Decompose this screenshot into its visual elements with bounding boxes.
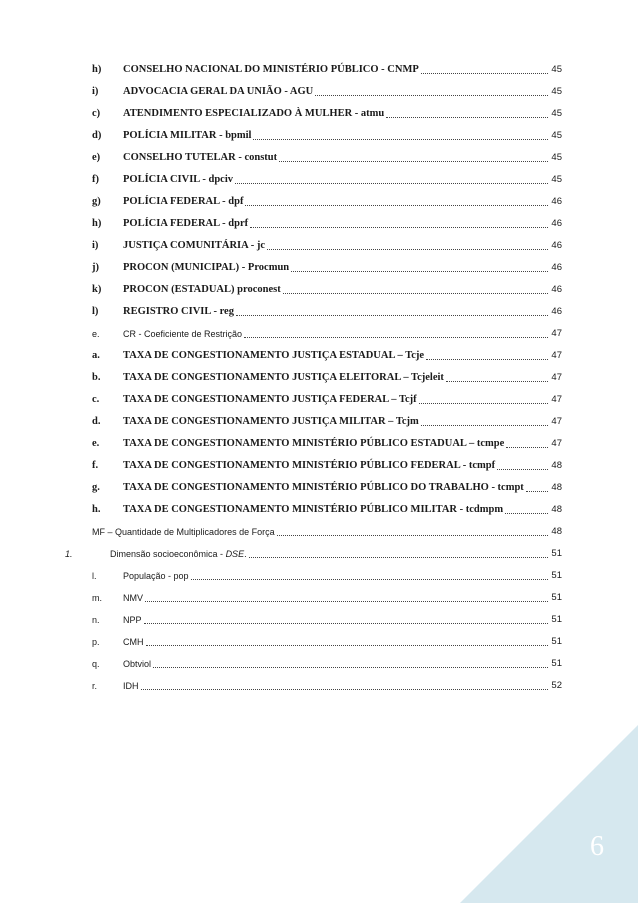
toc-entry-label: n. [92,615,100,625]
toc-entry-label: g. [92,482,100,493]
toc-entry-page: 48 [551,482,562,493]
toc-entry[interactable] [0,129,638,143]
dot-leader [419,403,549,404]
toc-entry-page: 51 [551,570,562,581]
toc-entry[interactable] [0,393,638,407]
toc-entry-label: p. [92,637,100,647]
toc-entry[interactable] [0,569,638,583]
toc-entry[interactable] [0,525,638,539]
toc-entry-title: TAXA DE CONGESTIONAMENTO JUSTIÇA FEDERAL – Tcjf [123,394,417,405]
dot-leader [145,601,548,602]
toc-entry-page: 47 [551,350,562,361]
dot-leader [446,381,549,382]
toc-entry[interactable] [0,459,638,473]
toc-entry-page: 46 [551,218,562,229]
dot-leader [497,469,548,470]
dot-leader [253,139,548,140]
toc-entry[interactable] [0,151,638,165]
toc-entry[interactable] [0,327,638,341]
toc-entry-page: 45 [551,152,562,163]
toc-entry-page: 46 [551,240,562,251]
toc-entry-label: c. [92,394,100,405]
toc-entry-title: IDH [123,681,139,691]
toc-entry-title: Obtviol [123,659,152,669]
toc-entry[interactable] [0,371,638,385]
toc-entry-page: 47 [551,416,562,427]
dot-leader [249,557,549,558]
toc-entry-label: l) [92,306,99,317]
toc-entry[interactable] [0,107,638,121]
dot-leader [141,689,549,690]
dot-leader [235,183,548,184]
toc-entry-page: 47 [551,438,562,449]
toc-entry-label: f. [92,460,99,471]
toc-entry-title: NMV [123,593,143,603]
toc-entry[interactable] [0,415,638,429]
toc-entry-page: 48 [551,504,562,515]
toc-entry-page: 45 [551,64,562,75]
toc-entry[interactable] [0,547,638,561]
dot-leader [421,425,549,426]
toc-entry-title: CONSELHO NACIONAL DO MINISTÉRIO PÚBLICO - CNMP [123,64,419,75]
toc-entry-title: POLÍCIA MILITAR - bpmil [123,130,252,141]
toc-entry-label: m. [92,593,102,603]
toc-entry-label: h) [92,64,102,75]
toc-entry-label: q. [92,659,100,669]
toc-entry-label: e. [92,438,100,449]
dot-leader [426,359,548,360]
toc-entry-label: e. [92,329,100,339]
toc-entry-label: b. [92,372,101,383]
toc-entry[interactable] [0,481,638,495]
page-number: 6 [590,831,604,862]
toc-entry-label: a. [92,350,100,361]
toc-entry-title: REGISTRO CIVIL - reg [123,306,234,317]
dot-leader [153,667,548,668]
toc-entry[interactable] [0,217,638,231]
toc-entry-title: PROCON (MUNICIPAL) - Procmun [123,262,290,273]
toc-entry-page: 51 [551,614,562,625]
dot-leader [279,161,548,162]
toc-entry-title: TAXA DE CONGESTIONAMENTO JUSTIÇA ESTADUAL – Tcje [123,350,425,361]
toc-entry-page: 51 [551,548,562,559]
toc-entry[interactable] [0,239,638,253]
toc-entry-title: PROCON (ESTADUAL) proconest [123,284,281,295]
toc-entry[interactable] [0,63,638,77]
toc-entry-page: 51 [551,592,562,603]
toc-entry-label: d) [92,130,102,141]
toc-entry-title: TAXA DE CONGESTIONAMENTO MINISTÉRIO PÚBLICO FEDERAL - tcmpf [123,460,496,471]
dot-leader [250,227,548,228]
toc-entry-label: c) [92,108,101,119]
toc-entry[interactable] [0,613,638,627]
toc-entry-label: l. [92,571,97,581]
toc-entry-page: 47 [551,372,562,383]
toc-entry-title: População - pop [123,571,189,581]
toc-entry-title: POLÍCIA CIVIL - dpciv [123,174,233,185]
toc-entry-page: 46 [551,196,562,207]
toc-entry-page: 45 [551,130,562,141]
dot-leader [144,623,549,624]
toc-entry-title: JUSTIÇA COMUNITÁRIA - jc [123,240,266,251]
toc-entry-label: h. [92,504,101,515]
toc-entry-page: 46 [551,262,562,273]
toc-entry-page: 46 [551,306,562,317]
toc-entry-title: MF – Quantidade de Multiplicadores de Força [92,527,275,537]
toc-entry-page: 48 [551,460,562,471]
toc-entry[interactable] [0,173,638,187]
toc-entry-page: 52 [551,680,562,691]
toc-entry-label: e) [92,152,101,163]
dot-leader [236,315,548,316]
toc-entry-page: 46 [551,284,562,295]
toc-entry-title: POLÍCIA FEDERAL - dpf [123,196,244,207]
dot-leader [506,447,548,448]
toc-entry-label: 1. [65,549,73,559]
toc-entry-label: i) [92,86,99,97]
dot-leader [283,293,549,294]
toc-entry-title: CR - Coeficiente de Restrição [123,329,243,339]
dot-leader [526,491,549,492]
toc-entry-page: 45 [551,86,562,97]
toc-entry-page: 47 [551,328,562,339]
dot-leader [191,579,549,580]
dot-leader [315,95,548,96]
toc-entry-title: CMH [123,637,144,647]
toc-entry-label: j) [92,262,99,273]
dot-leader [386,117,548,118]
toc-entry[interactable] [0,635,638,649]
toc-entry-page: 47 [551,394,562,405]
dot-leader [505,513,548,514]
toc-entry-title: ADVOCACIA GERAL DA UNIÃO - AGU [123,86,314,97]
toc-entry-page: 51 [551,658,562,669]
toc-entry-page: 51 [551,636,562,647]
toc-entry-title: TAXA DE CONGESTIONAMENTO JUSTIÇA ELEITORAL – Tcjeleit [123,372,444,383]
toc-entry[interactable] [0,283,638,297]
dot-leader [291,271,548,272]
dot-leader [267,249,548,250]
toc-entry[interactable] [0,591,638,605]
dot-leader [277,535,549,536]
toc-entry-label: d. [92,416,101,427]
toc-entry-label: r. [92,681,98,691]
toc-entry-label: h) [92,218,102,229]
toc-entry-title: TAXA DE CONGESTIONAMENTO MINISTÉRIO PÚBLICO ESTADUAL – tcmpe [123,438,505,449]
dot-leader [146,645,549,646]
toc-entry-title: TAXA DE CONGESTIONAMENTO MINISTÉRIO PÚBLICO MILITAR - tcdmpm [123,504,504,515]
toc-entry-page: 45 [551,108,562,119]
toc-entry-title: Dimensão socioeconômica - DSE. [110,549,247,559]
dot-leader [245,205,548,206]
toc-entry-title: TAXA DE CONGESTIONAMENTO JUSTIÇA MILITAR – Tcjm [123,416,419,427]
toc-entry[interactable] [0,679,638,693]
toc-entry-page: 45 [551,174,562,185]
toc-entry-title: CONSELHO TUTELAR - constut [123,152,278,163]
toc-entry-label: i) [92,240,99,251]
toc-entry[interactable] [0,85,638,99]
toc-entry-page: 48 [551,526,562,537]
toc-entry[interactable] [0,195,638,209]
toc-entry[interactable] [0,657,638,671]
dot-leader [421,73,549,74]
toc-entry[interactable] [0,305,638,319]
toc-entry[interactable] [0,437,638,451]
dot-leader [244,337,548,338]
toc-entry[interactable] [0,349,638,363]
toc-entry-label: k) [92,284,102,295]
toc-entry-title: TAXA DE CONGESTIONAMENTO MINISTÉRIO PÚBLICO DO TRABALHO - tcmpt [123,482,524,493]
corner-decoration [460,725,638,903]
toc-entry-title: POLÍCIA FEDERAL - dprf [123,218,249,229]
toc-entry-title: ATENDIMENTO ESPECIALIZADO À MULHER - atmu [123,108,385,119]
toc-entry-title: NPP [123,615,142,625]
toc-entry[interactable] [0,261,638,275]
toc-entry-label: f) [92,174,99,185]
toc-entry[interactable] [0,503,638,517]
toc-entry-label: g) [92,196,101,207]
